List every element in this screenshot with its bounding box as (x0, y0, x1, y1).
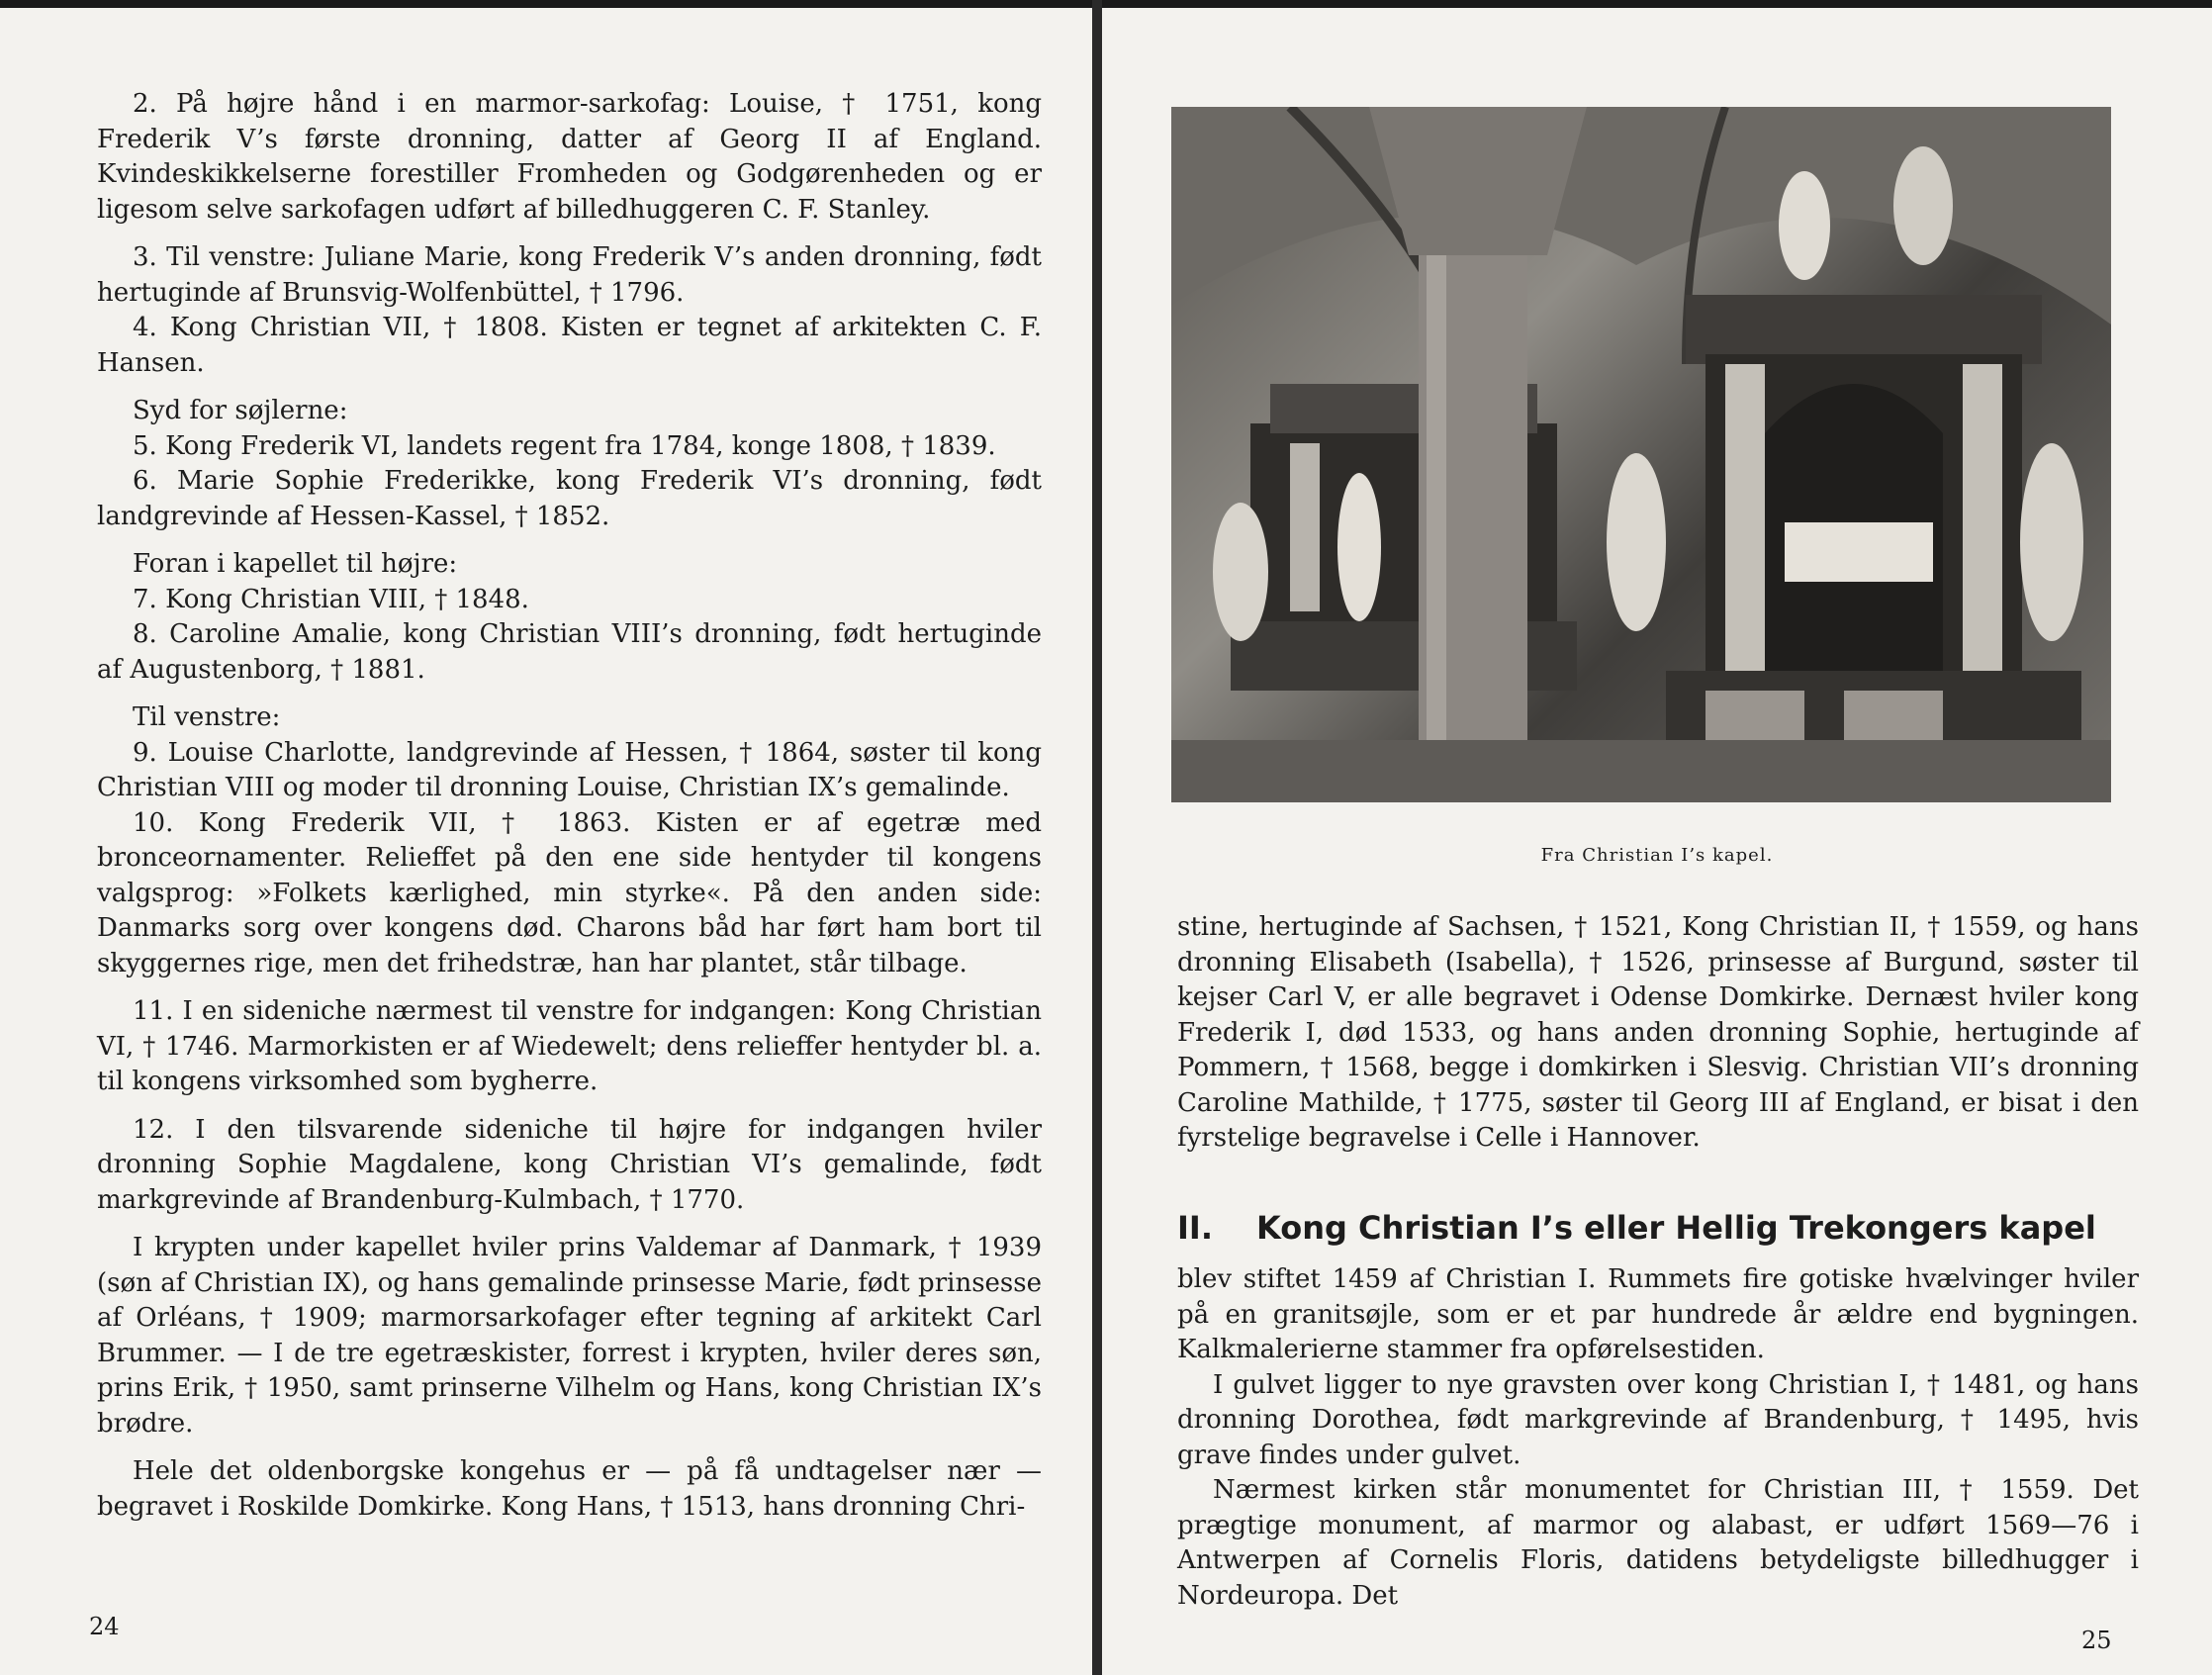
chapel-photo-illustration (1171, 107, 2111, 802)
paragraph: I krypten under kapellet hviler prins Valdemar af Danmark, † 1939 (søn af Christian IX), og hans gemalinde prinsesse Marie, født prinsesse af Orléans, † 1909; marmorsarkofager efter tegning af arkitekt Carl Brummer. — I de tre egetræskister, forrest i krypten, hviler deres søn, prins Erik, † 1950, samt prinserne Vilhelm og Hans, kong Christian IX’s brødre. (97, 1233, 1042, 1439)
paragraph: I gulvet ligger to nye gravsten over kong Christian I, † 1481, og hans dronning Dorothea, født markgrevinde af Brandenburg, † 1495, hvis grave findes under gulvet. (1177, 1369, 2139, 1470)
section-number: II. (1177, 1209, 1213, 1247)
paragraph: 9. Louise Charlotte, landgrevinde af Hessen, † 1864, søster til kong Christian VIII og moder til dronning Louise, Christian IX’s gemalinde. (97, 737, 1042, 802)
section-title: Kong Christian I’s eller Hellig Trekongers kapel (1256, 1209, 2096, 1247)
section-heading (1177, 1209, 2139, 1247)
paragraph: 11. I en sideniche nærmest til venstre for indgangen: Kong Christian VI, † 1746. Marmorkisten er af Wiedewelt; dens relieffer hentyder bl. a. til kongens virksomhed som bygherre. (97, 996, 1042, 1096)
paragraph: 6. Marie Sophie Frederikke, kong Frederik VI’s dronning, født landgrevinde af Hessen-Kassel, † 1852. (97, 466, 1042, 531)
paragraph: 7. Kong Christian VIII, † 1848. (133, 584, 529, 614)
section-body (1177, 1262, 2139, 1614)
book-gutter (1092, 0, 1102, 1675)
subheading: Syd for søjlerne: (133, 396, 348, 425)
left-page-body (97, 87, 1042, 1525)
paragraph: stine, hertuginde af Sachsen, † 1521, Kong Christian II, † 1559, og hans dronning Elisabeth (Isabella), † 1526, prinsesse af Burgund, søster til kejser Carl V, er alle begravet i Odense Domkirke. Dernæst hviler kong Frederik I, død 1533, og hans anden dronning Sophie, hertuginde af Pommern, † 1568, begge i domkirken i Slesvig. Christian VII’s dronning Caroline Mathilde, † 1775, søster til Georg III af England, er bisat i den fyrstelige begravelse i Celle i Hannover. (1177, 912, 2139, 1153)
paragraph: 10. Kong Frederik VII, † 1863. Kisten er af egetræ med bronceornamenter. Relieffet på den ene side hentyder til kongens valgsprog: »Folkets kærlighed, min styrke«. På den anden side: Danmarks sorg over kongens død. Charons båd har ført ham bort til skyggernes rige, men det frihedstræ, han har plantet, står tilbage. (97, 807, 1042, 978)
paragraph: 8. Caroline Amalie, kong Christian VIII’s dronning, født hertuginde af Augustenborg, † 1881. (97, 619, 1042, 685)
paragraph: 4. Kong Christian VII, † 1808. Kisten er tegnet af arkitekten C. F. Hansen. (97, 313, 1042, 378)
right-page-continuation (1177, 910, 2139, 1157)
chapel-photo (1171, 107, 2111, 802)
paragraph: 12. I den tilsvarende sideniche til højre for indgangen hviler dronning Sophie Magdalene, kong Christian VI’s gemalinde, født markgrevinde af Brandenburg-Kulmbach, † 1770. (97, 1114, 1042, 1215)
subheading: Foran i kapellet til højre: (133, 549, 458, 579)
page-number: 24 (89, 1613, 120, 1640)
paragraph: blev stiftet 1459 af Christian I. Rummets fire gotiske hvælvinger hviler på en granitsøjle, som er et par hundrede år ældre end bygningen. Kalkmalerierne stammer fra opførelsestiden. (1177, 1264, 2139, 1364)
paragraph: Hele det oldenborgske kongehus er — på få undtagelser nær — begravet i Roskilde Domkirke. Kong Hans, † 1513, hans dronning Chri- (97, 1456, 1042, 1522)
paragraph: 5. Kong Frederik VI, landets regent fra 1784, konge 1808, † 1839. (133, 430, 996, 461)
paragraph: 2. På højre hånd i en marmor-sarkofag: Louise, † 1751, kong Frederik V’s første dronning, datter af Georg II af England. Kvindeskikkelserne forestiller Fromheden og Godgørenheden og er ligesom selve sarkofagen udført af billedhuggeren C. F. Stanley. (97, 89, 1042, 225)
paragraph: Nærmest kirken står monumentet for Christian III, † 1559. Det prægtige monument, af marmor og alabast, er udført 1569—76 i Antwerpen af Cornelis Floris, datidens betydeligste billedhugger i Nordeuropa. Det (1177, 1475, 2139, 1611)
page-number: 25 (2081, 1627, 2112, 1654)
subheading: Til venstre: (133, 702, 281, 732)
right-page (1102, 8, 2212, 1675)
left-page (0, 8, 1092, 1675)
photo-caption: Fra Christian I’s kapel. (1540, 845, 1774, 866)
paragraph: 3. Til venstre: Juliane Marie, kong Frederik V’s anden dronning, født hertuginde af Brunsvig-Wolfenbüttel, † 1796. (97, 242, 1042, 308)
